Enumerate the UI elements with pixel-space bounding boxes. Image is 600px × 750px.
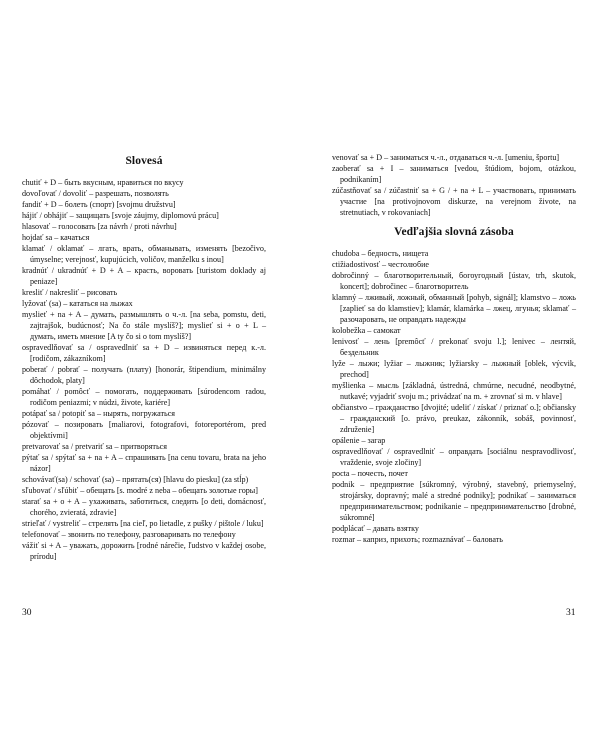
right-page [332, 152, 576, 545]
verb-entry-list [22, 177, 266, 562]
verb-entry: fandiť + D – болеть (спорт) [svojmu družstvu] [22, 200, 176, 209]
verb-entry: strieľať / vystreliť – стрелять [na cieľ, po lietadle, z pušky / pištole / luku] [22, 519, 264, 528]
verb-entry: sľubovať / sľúbiť – обещать [s. modré z neba – обещать золотые горы] [22, 486, 258, 495]
vocab-entry-list [332, 248, 576, 545]
verb-entry: zúčastňovať sa / zúčastniť sa + G / + na + L – участвовать, принимать участие [na protivojnovom diskurze, na verejnom živote, na stretnutiach, v rokovaniach] [332, 186, 576, 217]
verb-continuation-list [332, 152, 576, 218]
verb-entry: starať sa + o + A – ухаживать, заботиться, следить [o deti, domácnosť, chorého, zvieratá, zdravie] [22, 497, 266, 517]
verb-entry: pózovať – позировать [maliarovi, fotografovi, fotoreportérom, pred objektívmi] [22, 420, 266, 440]
section-title-verbs: Slovesá [125, 155, 163, 167]
verb-entry: klamať / oklamať – лгать, врать, обманывать, изменять [bezočivo, úmyselne; verejnosť, kupujúcich, voličov, manželku s inou] [22, 244, 266, 264]
vocab-entry: pocta – почесть, почет [332, 469, 408, 478]
verb-entry: poberať / pobrať – получать (плату) [honorár, štipendium, minimálny dôchodok, platy] [22, 365, 266, 385]
vocab-entry: myšlienka – мысль [základná, ústredná, chmúrne, necudné, neodbytné, nutkavé; vyjadriť svoju m.; privádzať na m. + zrovnať si m. v hlave] [332, 381, 576, 401]
vocab-entry: dobročinný – благотворительный, богоугодный [ústav, trh, skutok, koncert]; dobročinec – благотворитель [332, 271, 576, 291]
vocab-entry: ospravedlňovať / ospravedlniť – оправдать [sociálnu nespravodlivosť, vraždenie, svoje zločiny] [332, 447, 576, 467]
verb-entry: dovoľovať / dovoliť – разрешать, позволять [22, 189, 169, 198]
verb-entry: venovať sa + D – заниматься ч.-л., отдаваться ч.-л. [umeniu, športu] [332, 153, 560, 162]
verb-entry: kradnúť / ukradnúť + D + A – красть, воровать [turistom doklady aj peniaze] [22, 266, 266, 286]
verb-entry: schovávať(sa) / schovať (sa) – прятать(ся) [hlavu do piesku] (za stĺp) [22, 475, 249, 484]
verb-entry: kresliť / nakresliť – рисовать [22, 288, 118, 297]
verb-entry: hlasovať – голосовать [za návrh / proti návrhu] [22, 222, 177, 231]
verb-entry: ospravedlňovať sa / ospravedlniť sa + D – извиняться перед к.-л. [rodičom, zákazníkom] [22, 343, 266, 363]
verb-entry: hojdať sa – качаться [22, 233, 90, 242]
verb-entry: pomáhať / pomôcť – помогать, поддерживать [súrodencom radou, rodičom peniazmi; v núdzi, živote, kariére] [22, 387, 266, 407]
vocab-entry: občianstvo – гражданство [dvojité; udeliť / získať / priznať o.]; občiansky – гражданский [o. právo, preukaz, zákonník, sobáš, povinnosť, združenie] [332, 403, 576, 434]
verb-entry: vážiť si + A – уважать, дорожить [rodné nárečie, ľudstvo v každej osobe, prírodu] [22, 541, 266, 561]
section-title-vocabulary: Vedľajšia slovná zásoba [394, 226, 514, 238]
page-number-left: 30 [22, 608, 32, 618]
verb-entry: telefonovať – звонить по телефону, разговаривать по телефону [22, 530, 236, 539]
verb-entry: chutiť + D – быть вкусным, нравиться по вкусу [22, 178, 184, 187]
vocab-entry: opálenie – загар [332, 436, 386, 445]
vocab-entry: klamný – лживый, ложный, обманный [pohyb, signál]; klamstvo – ложь [zaplieť sa do klamstiev]; klamár, klamárka – лжец, лгунья; sklamať – разочаровать, не оправдать надежды [332, 293, 576, 324]
verb-entry: pretvarovať sa / pretvariť sa – притворяться [22, 442, 167, 451]
page-number-right: 31 [566, 608, 576, 618]
verb-entry: lyžovať (sa) – кататься на лыжах [22, 299, 133, 308]
vocab-entry: lyže – лыжи; lyžiar – лыжник; lyžiarsky – лыжный [oblek, výcvik, prechod] [332, 359, 576, 379]
vocab-entry: lenivosť – лень [premôcť / prekonať svoju l.]; lenivec – лентяй, бездельник [332, 337, 576, 357]
verb-entry: myslieť + na + A – думать, размышлять о ч.-л. [na seba, pomstu, deti, zajtrajšok, budúcnosť; Na čo stále myslíš?]; myslieť si + o + L – думать, иметь мнение [A ty čo si o tom myslíš?] [22, 310, 266, 341]
vocab-entry: podnik – предприятие [súkromný, výrobný, stavebný, priemyselný, strojársky, dopravný; malé a stredné podniky]; podnikať – заниматься предпринимательством; podnikanie – предпринимательство [drobné, súkromné] [332, 480, 576, 522]
verb-entry: zaoberať sa + I – заниматься [vedou, štúdiom, bojom, otázkou, podnikaním] [332, 164, 576, 184]
verb-entry: potápať sa / potopiť sa – нырять, погружаться [22, 409, 176, 418]
vocab-entry: chudoba – бедность, нищета [332, 249, 429, 258]
vocab-entry: rozmar – каприз, прихоть; rozmaznávať – баловать [332, 535, 503, 544]
left-page [22, 152, 266, 562]
verb-entry: pýtať sa / spýtať sa + na + A – спрашивать [na cenu tovaru, brata na jeho názor] [22, 453, 266, 473]
verb-entry: hájiť / obhájiť – защищать [svoje záujmy, diplomovú prácu] [22, 211, 219, 220]
vocab-entry: ctižiadostivosť – честолюбие [332, 260, 430, 269]
vocab-entry: podplácať – давать взятку [332, 524, 419, 533]
vocab-entry: kolobežka – самокат [332, 326, 401, 335]
